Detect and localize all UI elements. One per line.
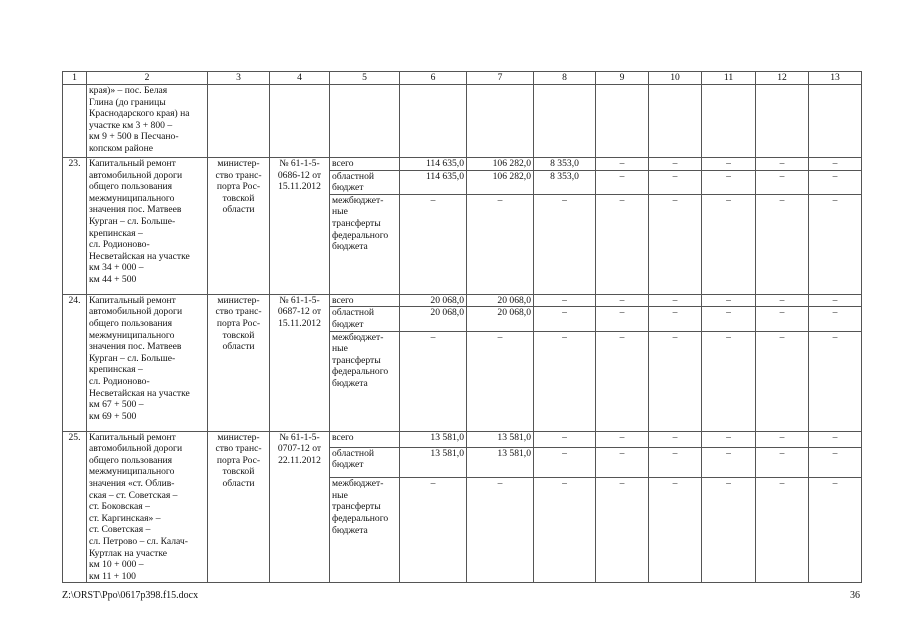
agency: министер- ство транс- порта Рос- товской области [208,431,270,583]
document-ref: № 61-1-5- 0707-12 от 22.11.2012 [270,431,330,583]
cell-value: – [809,307,862,331]
table-row [63,294,862,307]
agency: министер- ство транс- порта Рос- товской области [208,294,270,431]
cell-value: – [400,331,467,431]
column-header: 12 [756,72,809,85]
cell-value: 8 353,0 [534,158,596,171]
object-name: Капитальный ремонт автомобильной дороги общего пользования межмуниципального значения пос. Матвеев Курган – сл. Больше- крепинская – сл. Родионово- Несветайская на участке км 67 + 500 – км 69 + 500 [87,294,208,431]
funding-label: межбюджет- ные трансферты федерального бюджета [330,331,400,431]
cell-value: – [756,431,809,447]
cell-value: – [467,331,534,431]
cell-value: – [596,447,649,478]
cell-value: 20 068,0 [467,307,534,331]
financing-table [62,71,862,583]
cell-value: – [649,294,702,307]
cell-value: – [702,158,756,171]
cell-value: 20 068,0 [400,294,467,307]
column-header: 1 [63,72,87,85]
cell-value: 114 635,0 [400,158,467,171]
file-path: Z:\ORST\Ppo\0617p398.f15.docx [62,590,199,601]
cell-value: – [702,478,756,583]
cell-value: 13 581,0 [467,431,534,447]
column-header: 11 [702,72,756,85]
cell-value: – [649,194,702,294]
cell-value: – [702,294,756,307]
cell-value: – [809,170,862,194]
cell-value: – [596,307,649,331]
cell-value: – [702,431,756,447]
cell-value: – [702,331,756,431]
continuation-row [63,85,862,158]
cell-value: – [534,331,596,431]
column-header: 7 [467,72,534,85]
funding-label: межбюджет- ные трансферты федерального бюджета [330,194,400,294]
cell-value: 8 353,0 [534,170,596,194]
cell-value: – [534,447,596,478]
cell-value: – [400,478,467,583]
cell-value: 13 581,0 [400,431,467,447]
cell-value: – [649,478,702,583]
cell-value: – [756,294,809,307]
cell-value: – [534,307,596,331]
cell-value: – [534,294,596,307]
cell-value: – [596,431,649,447]
cell-value: – [756,478,809,583]
cell-value: – [809,447,862,478]
cell-value: – [756,170,809,194]
cell-value: – [596,170,649,194]
cell-value: – [649,447,702,478]
funding-label: областной бюджет [330,170,400,194]
cell-value: – [702,447,756,478]
cell-value: – [596,294,649,307]
cell-value: – [756,331,809,431]
cell-value: – [467,194,534,294]
column-header: 6 [400,72,467,85]
table-row [63,431,862,447]
row-number: 24. [63,294,87,431]
funding-label: межбюджет- ные трансферты федерального бюджета [330,478,400,583]
object-name: Капитальный ремонт автомобильной дороги общего пользования межмуниципального значения «ст. Облив- ская – ст. Советская – ст. Боковская – ст. Каргинская» – ст. Советская – сл. Петрово – сл. Калач- Куртлак на участке км 10 + 000 – км 11 + 100 [87,431,208,583]
cell-value: – [809,431,862,447]
column-header: 3 [208,72,270,85]
cell-value: – [467,478,534,583]
cell-value: 13 581,0 [400,447,467,478]
cell-value: – [649,331,702,431]
funding-label: областной бюджет [330,307,400,331]
cell-value: – [596,478,649,583]
cell-value: – [809,294,862,307]
cell-value: – [534,194,596,294]
object-name: края)» – пос. Белая Глина (до границы Краснодарского края) на участке км 3 + 800 – км 9 + 500 в Песчано- копском районе [87,85,208,158]
cell-value: – [702,194,756,294]
document-ref: № 61-1-5- 0687-12 от 15.11.2012 [270,294,330,431]
cell-value: – [809,331,862,431]
column-header: 9 [596,72,649,85]
cell-value: – [649,158,702,171]
column-header: 5 [330,72,400,85]
cell-value: – [756,158,809,171]
object-name: Капитальный ремонт автомобильной дороги общего пользования межмуниципального значения пос. Матвеев Курган – сл. Больше- крепинская – сл. Родионово- Несветайская на участке км 34 + 000 – км 44 + 500 [87,158,208,295]
cell-value: – [400,194,467,294]
cell-value: – [596,194,649,294]
cell-value: – [756,447,809,478]
column-header: 2 [87,72,208,85]
cell-value: – [649,307,702,331]
cell-value: – [756,307,809,331]
cell-value: – [809,194,862,294]
cell-value: 13 581,0 [467,447,534,478]
cell-value: – [809,478,862,583]
column-header: 10 [649,72,702,85]
row-number: 25. [63,431,87,583]
table-row [63,158,862,171]
cell-value: – [756,194,809,294]
document-ref: № 61-1-5- 0686-12 от 15.11.2012 [270,158,330,295]
column-header: 4 [270,72,330,85]
cell-value: – [596,158,649,171]
header-row [63,72,862,85]
agency: министер- ство транс- порта Рос- товской области [208,158,270,295]
cell-value: – [534,431,596,447]
funding-label: всего [330,294,400,307]
cell-value: 106 282,0 [467,170,534,194]
cell-value: – [809,158,862,171]
cell-value: 20 068,0 [467,294,534,307]
cell-value: 20 068,0 [400,307,467,331]
cell-value: – [534,478,596,583]
column-header: 8 [534,72,596,85]
column-header: 13 [809,72,862,85]
funding-label: всего [330,158,400,171]
cell-value: 114 635,0 [400,170,467,194]
cell-value: – [596,331,649,431]
cell-value: – [649,170,702,194]
cell-value: – [702,170,756,194]
funding-label: областной бюджет [330,447,400,478]
cell-value: – [649,431,702,447]
cell-value: 106 282,0 [467,158,534,171]
funding-label: всего [330,431,400,447]
page-number: 36 [850,590,860,601]
cell-value: – [702,307,756,331]
row-number: 23. [63,158,87,295]
